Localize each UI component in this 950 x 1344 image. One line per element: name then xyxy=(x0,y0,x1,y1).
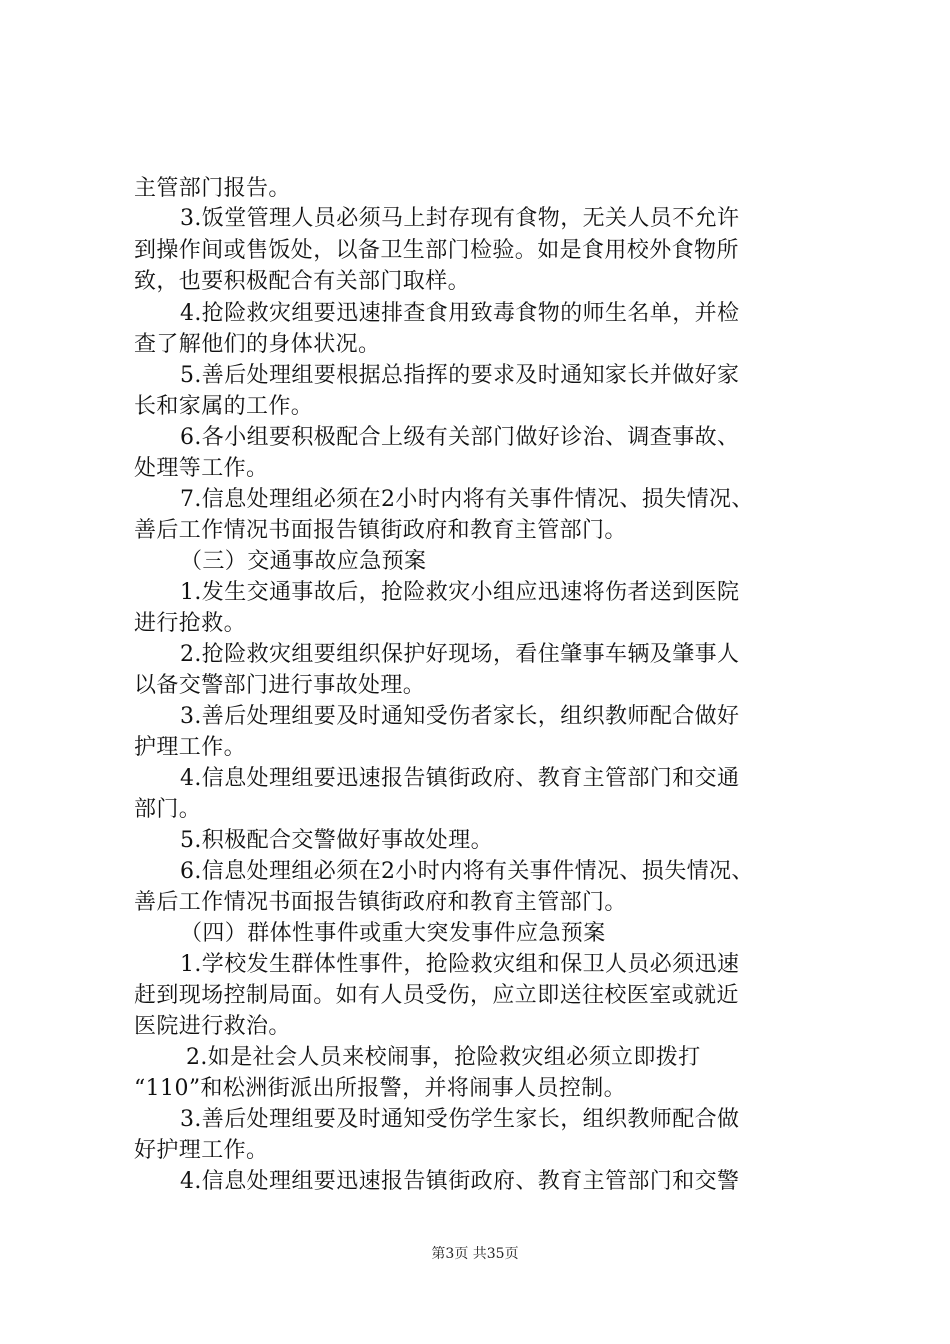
text-line: 7.信息处理组必须在2小时内将有关事件情况、损失情况、 xyxy=(180,487,754,512)
text-line: 5.积极配合交警做好事故处理。 xyxy=(180,828,493,853)
text-line: 查了解他们的身体状况。 xyxy=(134,332,381,357)
text-line: 处理等工作。 xyxy=(134,456,269,481)
text-line: 1.学校发生群体性事件，抢险救灾组和保卫人员必须迅速 xyxy=(180,952,740,977)
text-line: 善后工作情况书面报告镇街政府和教育主管部门。 xyxy=(134,890,627,915)
text-line: 致，也要积极配合有关部门取样。 xyxy=(134,269,471,294)
text-line: 2.如是社会人员来校闹事，抢险救灾组必须立即拨打 xyxy=(186,1045,701,1070)
text-line: 好护理工作。 xyxy=(134,1138,269,1163)
text-line: 主管部门报告。 xyxy=(134,176,291,201)
text-line: 长和家属的工作。 xyxy=(134,394,314,419)
section-heading: （三）交通事故应急预案 xyxy=(180,549,427,574)
text-line: 以备交警部门进行事故处理。 xyxy=(134,673,426,698)
text-line: 4.信息处理组要迅速报告镇街政府、教育主管部门和交通 xyxy=(180,766,740,791)
text-line: 4.信息处理组要迅速报告镇街政府、教育主管部门和交警 xyxy=(180,1169,740,1194)
text-line: 6.信息处理组必须在2小时内将有关事件情况、损失情况、 xyxy=(180,859,754,884)
text-line: 3.善后处理组要及时通知受伤学生家长，组织教师配合做 xyxy=(180,1107,740,1132)
text-line: 善后工作情况书面报告镇街政府和教育主管部门。 xyxy=(134,518,627,543)
text-line: 3.善后处理组要及时通知受伤者家长，组织教师配合做好 xyxy=(180,704,740,729)
text-line: 4.抢险救灾组要迅速排查食用致毒食物的师生名单，并检 xyxy=(180,301,740,326)
text-line: 到操作间或售饭处，以备卫生部门检验。如是食用校外食物所 xyxy=(134,238,739,263)
text-line: 护理工作。 xyxy=(134,735,247,760)
text-line: “110”和松洲街派出所报警，并将闹事人员控制。 xyxy=(134,1076,627,1101)
section-heading: （四）群体性事件或重大突发事件应急预案 xyxy=(180,921,606,946)
text-line: 2.抢险救灾组要组织保护好现场，看住肇事车辆及肇事人 xyxy=(180,642,740,667)
text-line: 医院进行救治。 xyxy=(134,1014,291,1039)
page-number: 第3页 共35页 xyxy=(431,1246,519,1262)
text-line: 部门。 xyxy=(134,797,202,822)
text-line: 5.善后处理组要根据总指挥的要求及时通知家长并做好家 xyxy=(180,363,740,388)
text-line: 6.各小组要积极配合上级有关部门做好诊治、调查事故、 xyxy=(180,425,740,450)
text-line: 1.发生交通事故后，抢险救灾小组应迅速将伤者送到医院 xyxy=(180,580,740,605)
text-line: 进行抢救。 xyxy=(134,611,247,636)
text-line: 3.饭堂管理人员必须马上封存现有食物，无关人员不允许 xyxy=(180,206,740,231)
text-line: 赶到现场控制局面。如有人员受伤，应立即送往校医室或就近 xyxy=(134,983,739,1008)
